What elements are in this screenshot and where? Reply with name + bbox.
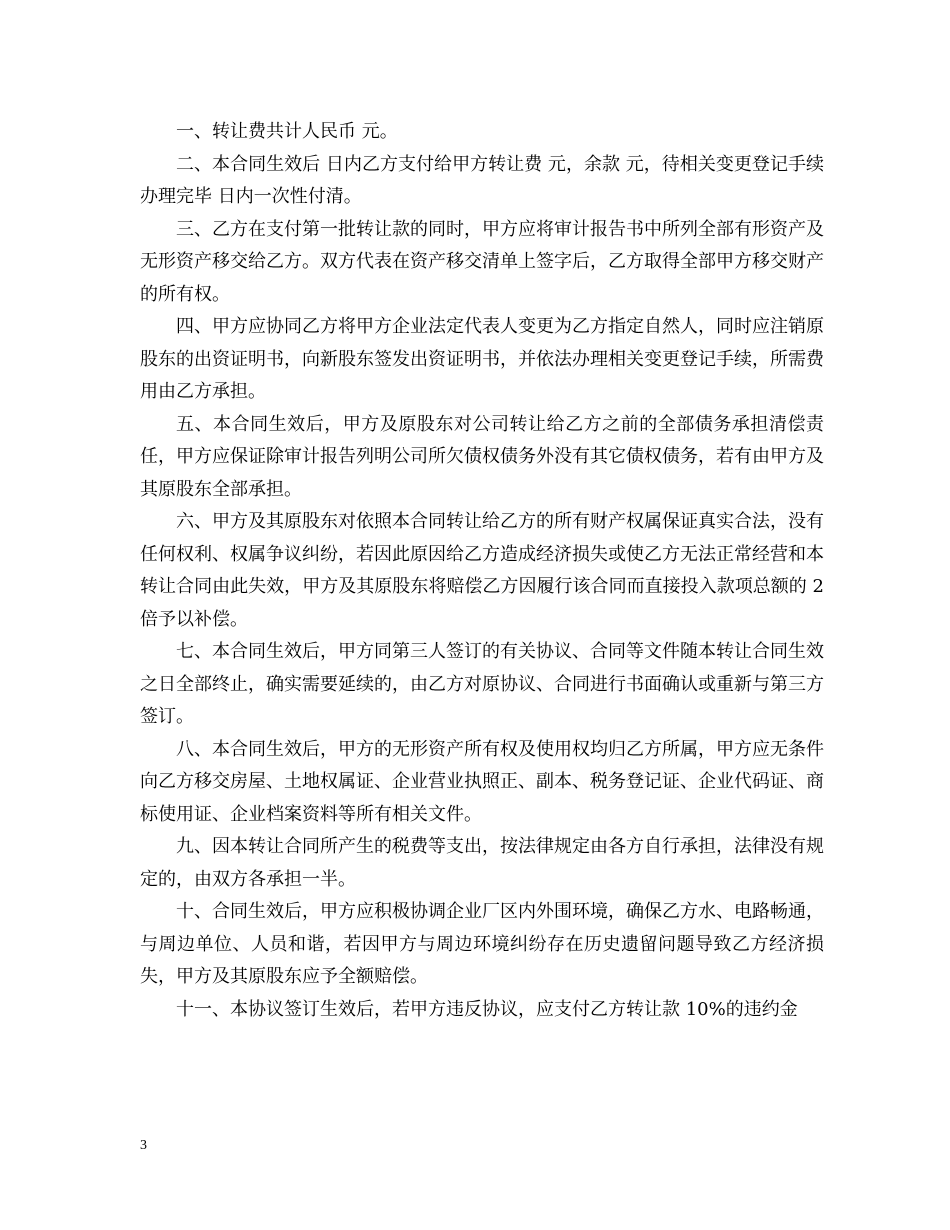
clause-5: 五、本合同生效后，甲方及原股东对公司转让给乙方之前的全部债务承担清偿责任，甲方应保证除审计报告列明公司所欠债权债务外没有其它债权债务，若有由甲方及其原股东全部承担。 — [140, 413, 824, 500]
clause-9: 九、因本转让合同所产生的税费等支出，按法律规定由各方自行承担，法律没有规定的，由双方各承担一半。 — [140, 836, 824, 890]
clause-11: 十一、本协议签订生效后，若甲方违反协议，应支付乙方转让款 10%的违约金 — [176, 998, 798, 1020]
clause-7: 七、本合同生效后，甲方同第三人签订的有关协议、合同等文件随本转让合同生效之日全部终止，确实需要延续的，由乙方对原协议、合同进行书面确认或重新与第三方签订。 — [140, 641, 824, 727]
page-number: 3 — [140, 1138, 147, 1153]
clause-6: 六、甲方及其原股东对依照本合同转让给乙方的所有财产权属保证真实合法，没有任何权利、权属争议纠纷，若因此原因给乙方造成经济损失或使乙方无法正常经营和本转让合同由此失效，甲方及其原股东将赔偿乙方因履行该合同而直接投入款项总额的 2 倍予以补偿。 — [140, 511, 824, 630]
document-body — [140, 116, 824, 1026]
clause-2: 二、本合同生效后 日内乙方支付给甲方转让费 元，余款 元，待相关变更登记手续办理完毕 日内一次性付清。 — [140, 153, 824, 207]
clause-10: 十、合同生效后，甲方应积极协调企业厂区内外围环境，确保乙方水、电路畅通，与周边单位、人员和谐，若因甲方与周边环境纠纷存在历史遗留问题导致乙方经济损失，甲方及其原股东应予全额赔偿。 — [140, 901, 824, 987]
clause-4: 四、甲方应协同乙方将甲方企业法定代表人变更为乙方指定自然人，同时应注销原股东的出资证明书，向新股东签发出资证明书，并依法办理相关变更登记手续，所需费用由乙方承担。 — [140, 316, 824, 402]
clause-1: 一、转让费共计人民币 元。 — [176, 121, 398, 142]
clause-3: 三、乙方在支付第一批转让款的同时，甲方应将审计报告书中所列全部有形资产及无形资产移交给乙方。双方代表在资产移交清单上签字后，乙方取得全部甲方移交财产的所有权。 — [140, 218, 824, 305]
clause-8: 八、本合同生效后，甲方的无形资产所有权及使用权均归乙方所属，甲方应无条件向乙方移交房屋、土地权属证、企业营业执照正、副本、税务登记证、企业代码证、商标使用证、企业档案资料等所有相关文件。 — [140, 738, 824, 825]
